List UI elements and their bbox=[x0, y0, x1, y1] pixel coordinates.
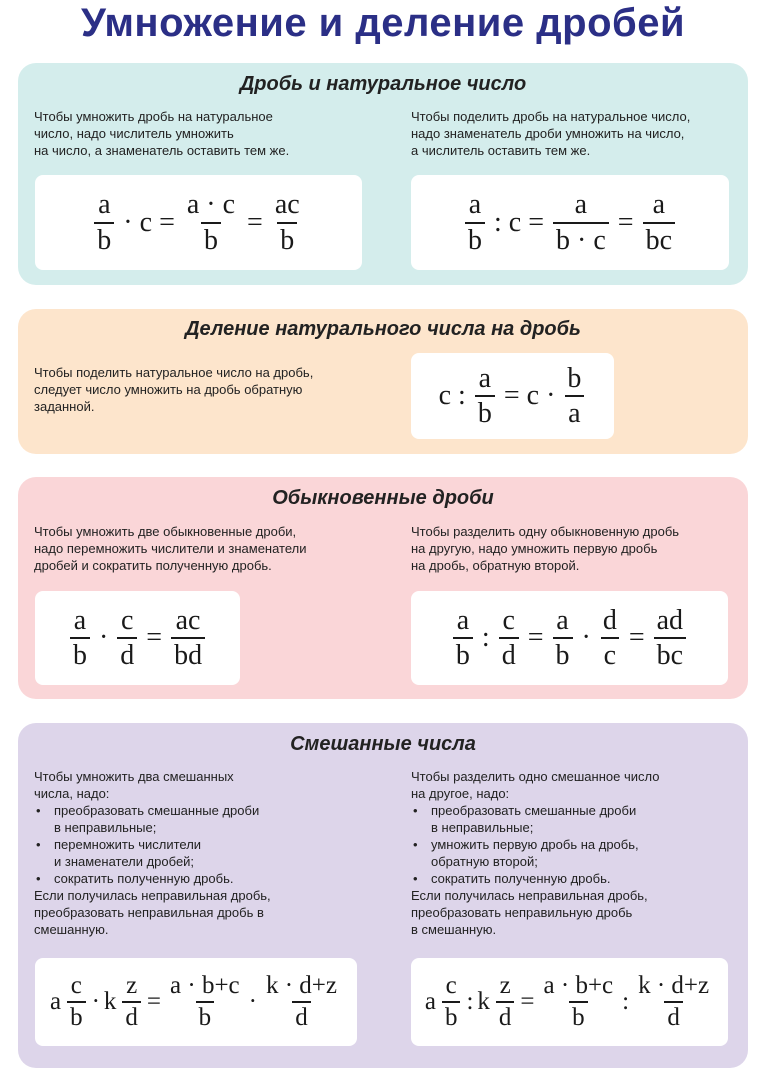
numerator: k · d+z bbox=[265, 971, 338, 999]
section-fraction-natural bbox=[18, 63, 748, 285]
fraction bbox=[499, 606, 519, 671]
denominator: b bbox=[453, 637, 473, 670]
formula-divide-fractions: $\frac{a}{b}$ : $\frac{c}{d}$ = $\frac{a}{b}$ · $\frac{d}{c}$ = $\frac{ad}{bc}$ bbox=[411, 591, 728, 685]
fraction bbox=[654, 606, 686, 671]
fraction bbox=[553, 190, 609, 255]
fraction bbox=[263, 973, 340, 1032]
numerator: d bbox=[602, 604, 617, 636]
fraction bbox=[167, 973, 243, 1032]
denominator: b bbox=[70, 637, 90, 670]
fraction bbox=[541, 973, 617, 1032]
denominator: b bbox=[569, 1001, 588, 1031]
fraction bbox=[643, 190, 675, 255]
list-item: • преобразовать смешанные дроби bbox=[411, 802, 659, 819]
page-title: Умножение и деление дробей bbox=[80, 1, 686, 45]
list-item: • преобразовать смешанные дроби bbox=[34, 802, 271, 819]
denominator: a bbox=[565, 395, 583, 428]
section-title: Смешанные числа bbox=[290, 733, 476, 755]
denominator: b · c bbox=[553, 222, 609, 255]
section-title: Обыкновенные дроби bbox=[272, 487, 494, 509]
numerator: a · b+c bbox=[170, 971, 240, 999]
fraction bbox=[453, 606, 473, 671]
numerator: a bbox=[478, 362, 492, 394]
denominator: d bbox=[496, 1001, 515, 1031]
fraction bbox=[442, 973, 461, 1032]
denominator: b bbox=[442, 1001, 461, 1031]
denominator: d bbox=[122, 1001, 141, 1031]
denominator: d bbox=[499, 637, 519, 670]
fraction bbox=[553, 606, 573, 671]
right-rule-text: Чтобы поделить дробь на натуральное число, надо знаменатель дроби умножить на число, а числитель оставить тем же. bbox=[411, 109, 691, 158]
denominator: d bbox=[292, 1001, 311, 1031]
fraction bbox=[94, 190, 114, 255]
section-common-fractions bbox=[18, 477, 748, 699]
fraction bbox=[465, 190, 485, 255]
section-title: Дробь и натуральное число bbox=[239, 73, 527, 95]
denominator: b bbox=[201, 222, 221, 255]
numerator: c bbox=[70, 971, 82, 999]
numerator: k · d+z bbox=[638, 971, 710, 999]
fraction bbox=[117, 606, 137, 671]
fraction bbox=[475, 364, 495, 429]
denominator: b bbox=[196, 1001, 215, 1031]
numerator: a bbox=[456, 604, 470, 636]
numerator: c bbox=[502, 604, 515, 636]
denominator: b bbox=[475, 395, 495, 428]
denominator: bd bbox=[171, 637, 205, 670]
numerator: ac bbox=[274, 189, 300, 221]
list-item: • сократить полученную дробь. bbox=[411, 870, 659, 887]
numerator: a bbox=[468, 189, 482, 221]
denominator: b bbox=[94, 222, 114, 255]
denominator: c bbox=[601, 637, 619, 670]
formula-divide-mixed: a $\frac{c}{b}$ : k $\frac{z}{d}$ = $\frac{a \cdot b+c}{b}$ : $\frac{k \cdot d+z}{d}$ bbox=[411, 958, 728, 1046]
denominator: bc bbox=[654, 637, 686, 670]
denominator: b bbox=[67, 1001, 86, 1031]
formula-multiply-by-number: $\frac{a}{b}$ · c = $\frac{a \cdot c}{b}$ = $\frac{ac}{b}$ bbox=[35, 175, 362, 270]
fraction bbox=[122, 973, 141, 1032]
numerator: a · c bbox=[186, 189, 236, 221]
rule-text: Чтобы поделить натуральное число на дробь, следует число умножить на дробь обратную заданной. bbox=[34, 365, 314, 414]
fraction bbox=[600, 606, 620, 671]
numerator: a bbox=[98, 189, 111, 221]
section-natural-by-fraction bbox=[18, 309, 748, 454]
fraction bbox=[67, 973, 86, 1032]
right-rule-text: Чтобы разделить одну обыкновенную дробь на другую, надо умножить первую дробь на дробь, обратную второй. bbox=[411, 524, 680, 573]
denominator: d bbox=[117, 637, 137, 670]
numerator: a · b+c bbox=[543, 971, 614, 999]
numerator: ac bbox=[175, 604, 201, 636]
numerator: a bbox=[556, 604, 569, 636]
numerator: c bbox=[121, 604, 134, 636]
denominator: b bbox=[277, 222, 297, 255]
formula-multiply-mixed: a $\frac{c}{b}$ · k $\frac{z}{d}$ = $\frac{a \cdot b+c}{b}$ · $\frac{k \cdot d+z}{d}$ bbox=[35, 958, 357, 1046]
right-rule-text: Чтобы разделить одно смешанное число на другое, надо: • преобразовать смешанные дроби в неправильные; • умножить первую дробь на дробь, обратную второй; • сократить полученную дробь. Если получилась неправильная дробь, преобразовать неправильную дробь в смешанную. bbox=[411, 768, 659, 938]
numerator: b bbox=[567, 362, 582, 394]
denominator: bc bbox=[643, 222, 675, 255]
denominator: d bbox=[664, 1001, 683, 1031]
fraction bbox=[184, 190, 238, 255]
fraction bbox=[272, 190, 303, 255]
numerator: z bbox=[499, 971, 511, 999]
numerator: a bbox=[73, 604, 87, 636]
numerator: a bbox=[574, 189, 588, 221]
left-rule-text: Чтобы умножить два смешанных числа, надо: • преобразовать смешанные дроби в неправильные; • перемножить числители и знаменатели дробей; • сократить полученную дробь. Если получилась неправильная дробь, преобразовать неправильная дробь в смешанную. bbox=[34, 768, 271, 938]
fraction bbox=[70, 606, 90, 671]
formula-number-div-fraction: c : $\frac{a}{b}$ = c · $\frac{b}{a}$ bbox=[411, 353, 614, 439]
numerator: ad bbox=[656, 604, 684, 636]
fraction bbox=[171, 606, 205, 671]
list-item: • умножить первую дробь на дробь, bbox=[411, 836, 659, 853]
numerator: c bbox=[445, 971, 457, 999]
left-rule-text: Чтобы умножить дробь на натуральное число, надо числитель умножить на число, а знаменатель оставить тем же. bbox=[34, 109, 290, 158]
formula-multiply-fractions: $\frac{a}{b}$ · $\frac{c}{d}$ = $\frac{ac}{bd}$ bbox=[35, 591, 240, 685]
left-rule-text: Чтобы умножить две обыкновенные дроби, надо перемножить числители и знаменатели дробей и сократить полученную дробь. bbox=[34, 524, 307, 573]
numerator: a bbox=[652, 189, 665, 221]
section-mixed-numbers bbox=[18, 723, 748, 1068]
section-title: Деление натурального числа на дробь bbox=[185, 318, 581, 340]
list-item: • сократить полученную дробь. bbox=[34, 870, 271, 887]
fraction bbox=[635, 973, 712, 1032]
denominator: b bbox=[553, 637, 573, 670]
numerator: z bbox=[126, 971, 138, 999]
formula-divide-by-number: $\frac{a}{b}$ : c = $\frac{a}{b \cdot c}$ = $\frac{a}{bc}$ bbox=[411, 175, 729, 270]
fraction bbox=[564, 364, 584, 429]
list-item: • перемножить числители bbox=[34, 836, 271, 853]
denominator: b bbox=[465, 222, 485, 255]
fraction bbox=[496, 973, 515, 1032]
